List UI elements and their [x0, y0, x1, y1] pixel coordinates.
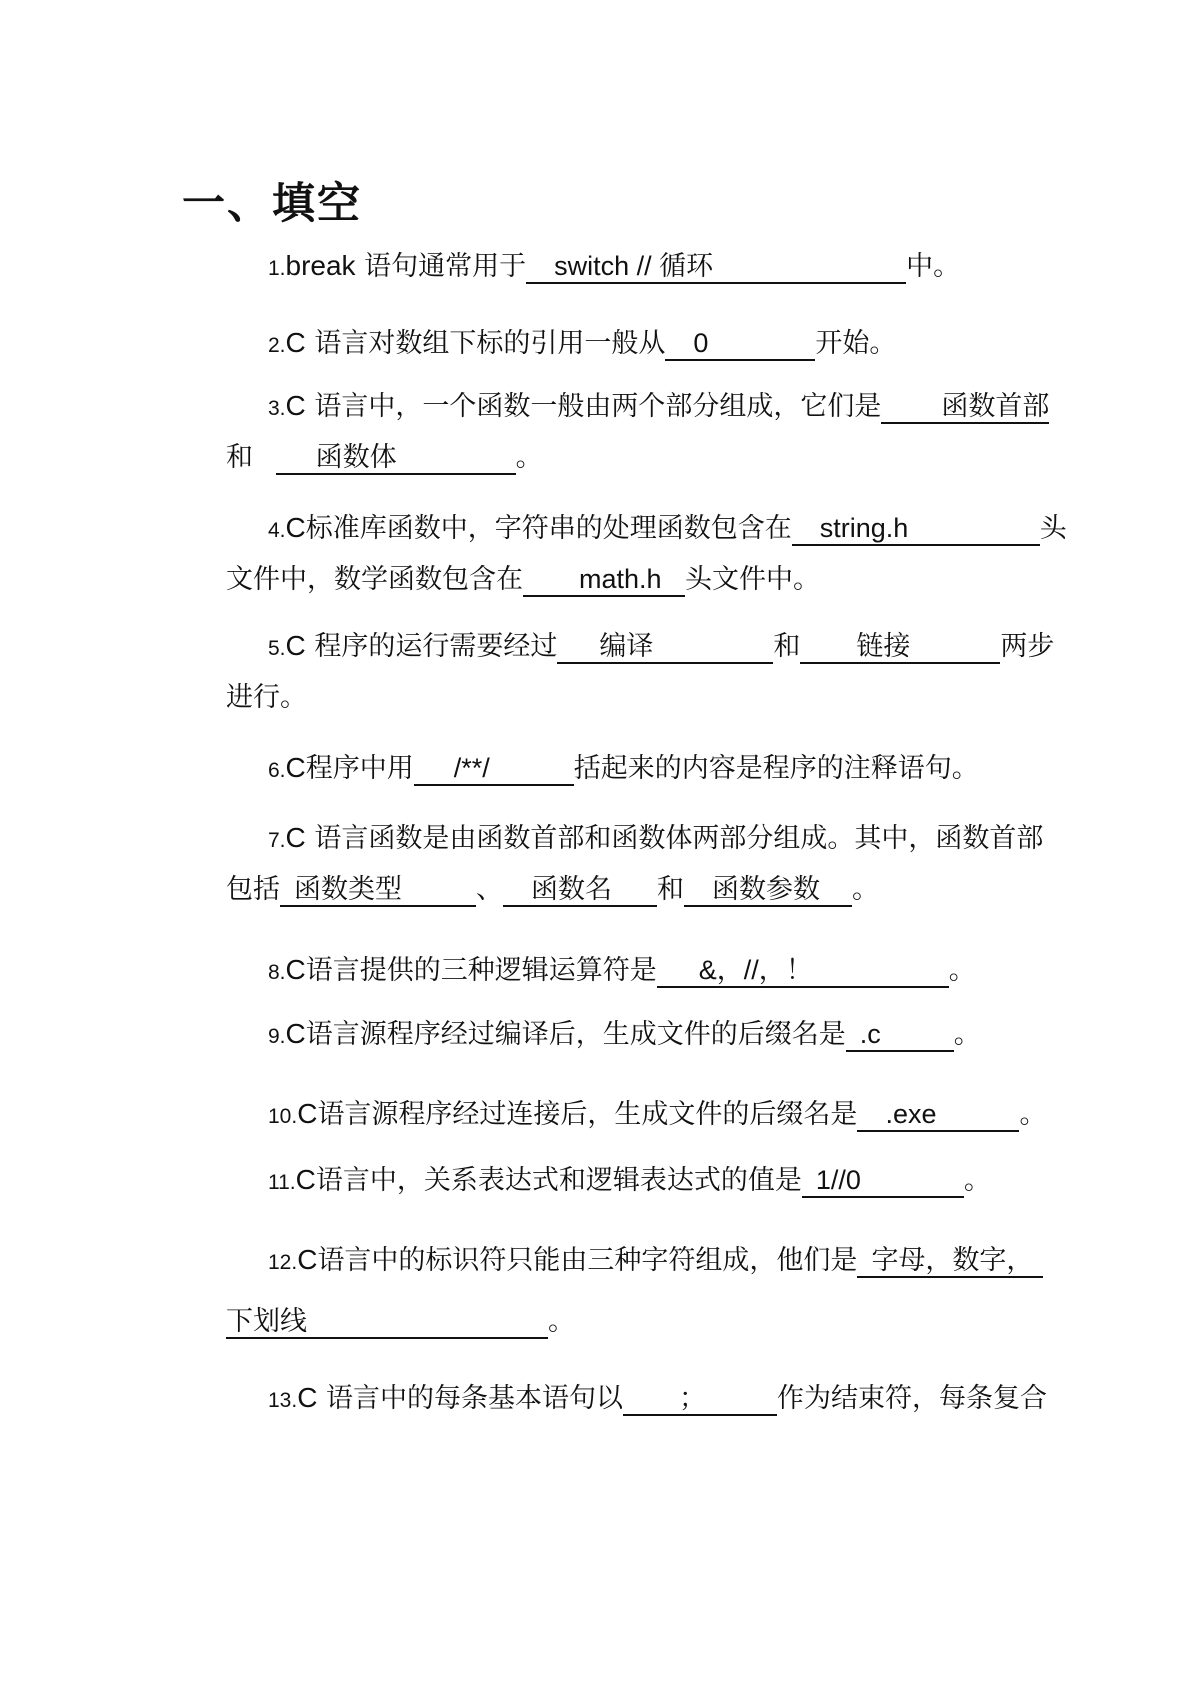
question-5-cont: 进行。 [226, 682, 307, 713]
question-4-cont: 文件中，数学函数包含在 math.h 头文件中。 [226, 564, 820, 595]
question-7-cont: 包括 函数类型 、 函数名 和 函数参数 。 [226, 874, 879, 905]
answer-blank-12b[interactable]: 下划线 [226, 1307, 548, 1339]
question-4: 4.C标准库函数中，字符串的处理函数包含在 string.h 头 [268, 512, 1067, 544]
answer-blank-3b[interactable]: 函数体 [276, 443, 516, 475]
answer-blank-5a[interactable]: 编译 [557, 632, 773, 664]
answer-blank-1[interactable]: switch // 循环 [526, 251, 906, 284]
question-12: 12.C语言中的标识符只能由三种字符组成，他们是 字母，数字， [268, 1242, 1088, 1281]
answer-blank-8[interactable]: &，//，！ [657, 955, 949, 988]
question-3-cont: 和 函数体 。 [226, 442, 543, 473]
answer-blank-7c[interactable]: 函数参数 [684, 875, 852, 907]
question-5: 5.C 程序的运行需要经过 编译 和 链接 两步 [268, 630, 1055, 662]
answer-blank-9[interactable]: .c [846, 1019, 954, 1052]
answer-blank-11[interactable]: 1//0 [802, 1165, 964, 1198]
question-8: 8.C语言提供的三种逻辑运算符是 &，//，！ 。 [268, 954, 976, 986]
question-10: 10.C语言源程序经过连接后，生成文件的后缀名是 .exe 。 [268, 1098, 1047, 1130]
question-7: 7.C 语言函数是由函数首部和函数体两部分组成。其中，函数首部 [268, 822, 1044, 854]
answer-blank-7a[interactable]: 函数类型 [280, 875, 476, 907]
answer-blank-12a[interactable]: 字母，数字， [857, 1246, 1043, 1278]
answer-blank-3a[interactable]: 函数首部 [881, 392, 1049, 424]
answer-blank-4b[interactable]: math.h [523, 564, 685, 597]
question-11: 11.C语言中，关系表达式和逻辑表达式的值是 1//0 。 [268, 1164, 991, 1196]
answer-blank-7b[interactable]: 函数名 [503, 875, 657, 907]
question-1: 1.break 语句通常用于 switch // 循环 中。 [268, 250, 961, 282]
question-3: 3.C 语言中，一个函数一般由两个部分组成，它们是 函数首部 [268, 390, 1050, 422]
answer-blank-2[interactable]: 0 [665, 328, 815, 361]
answer-blank-10[interactable]: .exe [857, 1099, 1019, 1132]
answer-blank-6[interactable]: /**/ [414, 753, 574, 786]
section-title: 一、填空 [182, 179, 362, 229]
question-6: 6.C程序中用 /**/ 括起来的内容是程序的注释语句。 [268, 752, 979, 784]
question-13: 13.C 语言中的每条基本语句以 ； 作为结束符，每条复合 [268, 1382, 1048, 1414]
question-12-cont: 下划线 。 [226, 1306, 575, 1337]
answer-blank-5b[interactable]: 链接 [800, 632, 1000, 664]
question-2: 2.C 语言对数组下标的引用一般从 0 开始。 [268, 327, 897, 359]
answer-blank-13[interactable]: ； [623, 1384, 777, 1416]
question-9: 9.C语言源程序经过编译后，生成文件的后缀名是 .c 。 [268, 1018, 981, 1050]
answer-blank-4a[interactable]: string.h [792, 513, 1040, 546]
